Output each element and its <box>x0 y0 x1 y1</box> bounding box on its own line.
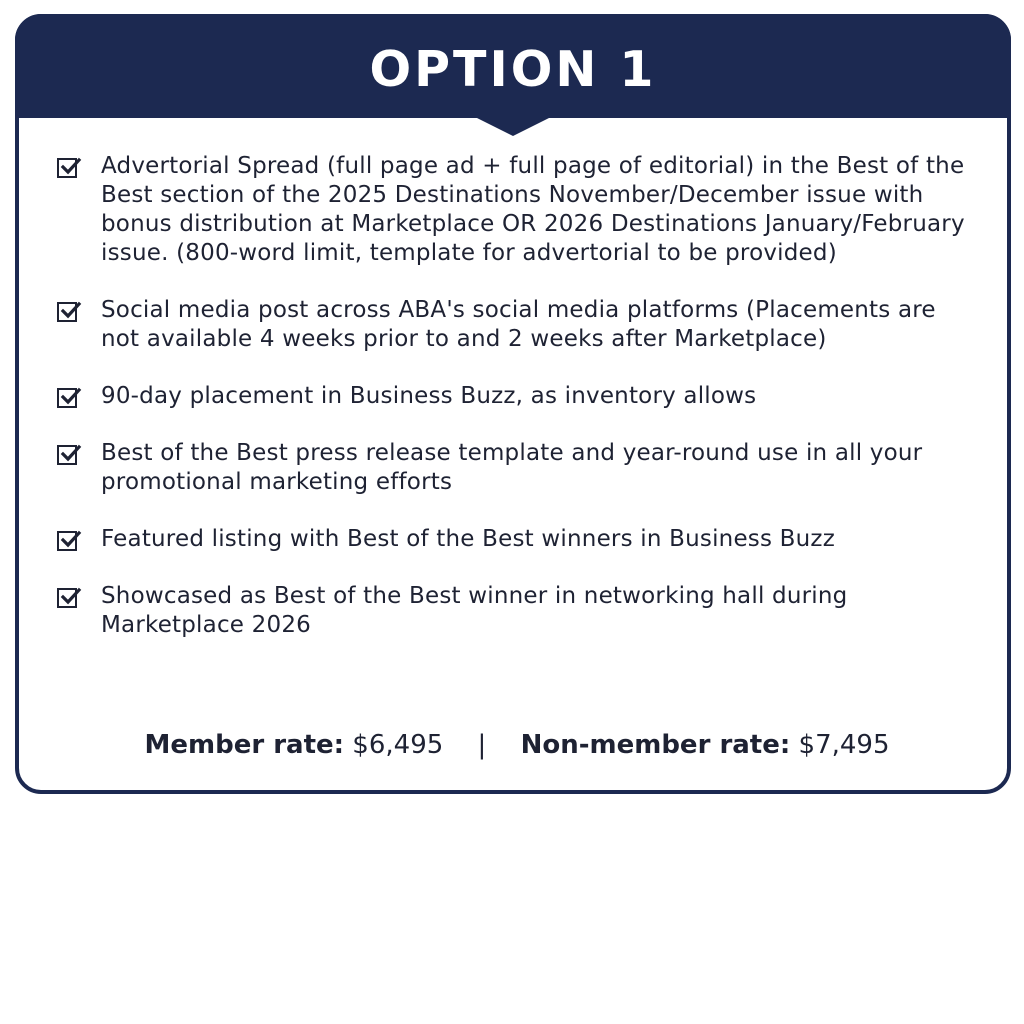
card-header <box>15 14 1011 118</box>
benefit-item <box>57 382 977 411</box>
benefit-text: Social media post across ABA's social media platforms (Placements are not available 4 weeks prior to and 2 weeks after Marketplace) <box>101 297 936 352</box>
member-rate-label: Member rate: <box>144 730 345 760</box>
benefit-item <box>57 582 977 640</box>
benefit-text: Featured listing with Best of the Best winners in Business Buzz <box>101 526 835 552</box>
benefit-text: Advertorial Spread (full page ad + full page of editorial) in the Best of the Best section of the 2025 Destinations November/December issue with bonus distribution at Marketplace OR 2026 Destinations January/February issue. (800-word limit, template for advertorial to be provided) <box>101 153 965 266</box>
checkbox-checked-icon <box>57 531 77 551</box>
benefit-text: Showcased as Best of the Best winner in networking hall during Marketplace 2026 <box>101 583 848 638</box>
benefits-list <box>57 152 977 668</box>
checkbox-checked-icon <box>57 388 77 408</box>
pricing-line <box>19 730 1015 760</box>
nonmember-rate-value: $7,495 <box>798 730 890 760</box>
checkbox-checked-icon <box>57 445 77 465</box>
option-card <box>15 14 1011 794</box>
benefit-text: 90-day placement in Business Buzz, as inventory allows <box>101 383 757 409</box>
checkbox-checked-icon <box>57 302 77 322</box>
nonmember-rate-label: Non-member rate: <box>520 730 791 760</box>
benefit-text: Best of the Best press release template and year-round use in all your promotional marketing efforts <box>101 440 923 495</box>
benefit-item <box>57 439 977 497</box>
benefit-item <box>57 525 977 554</box>
benefit-item <box>57 152 977 268</box>
checkbox-checked-icon <box>57 158 77 178</box>
checkbox-checked-icon <box>57 588 77 608</box>
option-title: OPTION 1 <box>369 40 657 98</box>
member-rate-value: $6,495 <box>352 730 444 760</box>
pricing-separator: | <box>477 730 487 760</box>
benefit-item <box>57 296 977 354</box>
